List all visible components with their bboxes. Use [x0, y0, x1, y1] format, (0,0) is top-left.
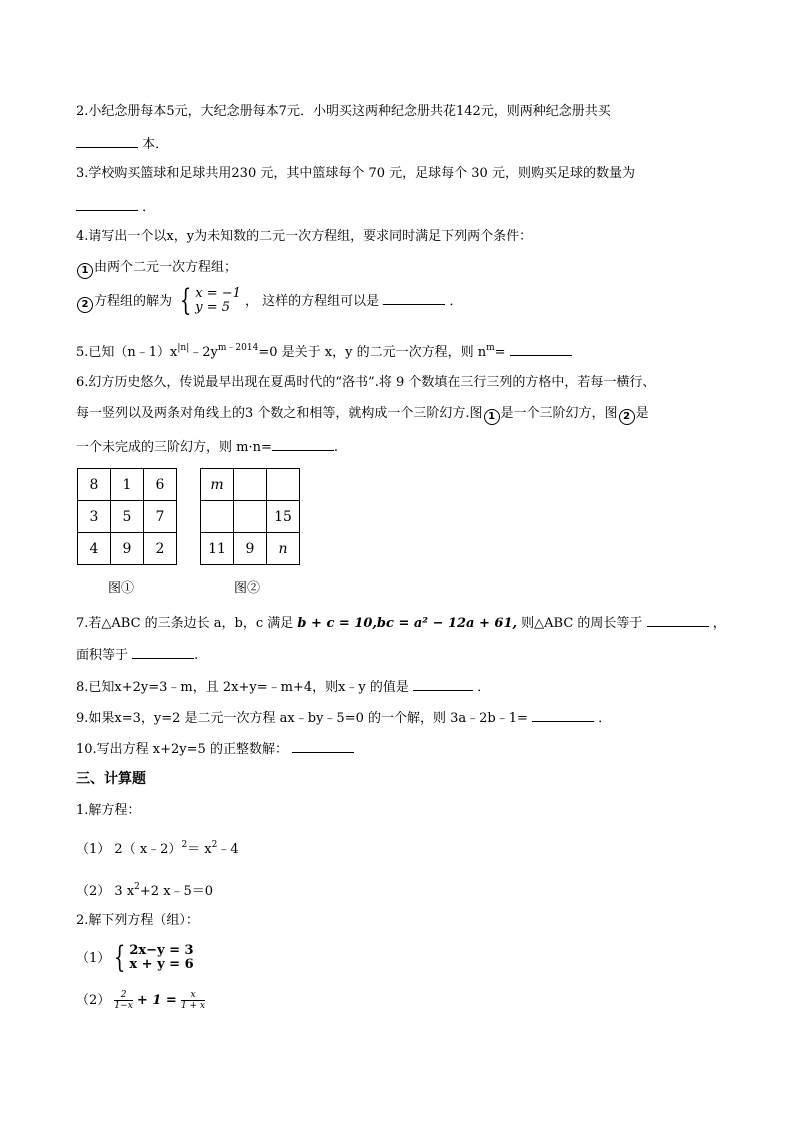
q2-line1: 2.小纪念册每本5元，大纪念册每本7元．小明买这两种纪念册共花142元，则两种纪念册共买	[76, 104, 611, 119]
circled-number: 1	[484, 409, 500, 425]
q5-line: 5.已知$(n﹣1)x^{|n|}﹣2y^{m﹣2014}=0$ 是关于 x，y 的二元一次方程，则 $n^m=$	[76, 339, 572, 362]
q10-line: 10.写出方程 x+2y=5 的正整数解：	[76, 739, 354, 759]
answer-blank[interactable]	[413, 677, 473, 691]
brace-icon: {	[114, 940, 126, 975]
grid-cell: 7	[144, 501, 177, 533]
c1-part2: （2） 3 $x^2+2$ x﹣5＝0	[76, 882, 214, 899]
magic-square-2	[200, 468, 300, 565]
q8-line: 8.已知x+2y=3﹣m，且 2x+y=﹣m+4，则x﹣y 的值是 ．	[76, 677, 490, 697]
circled-number: 2	[77, 297, 93, 313]
grid-cell: 3	[78, 501, 111, 533]
answer-blank[interactable]	[272, 437, 334, 451]
answer-blank[interactable]	[647, 613, 709, 627]
grid-cell: 9	[111, 533, 144, 565]
grid-cell	[234, 469, 267, 501]
c2-part2: （2） $\frac{2}{1-x}$ + 1 = $\frac{x}{1 + x}$	[76, 990, 206, 1011]
grid-cell: 1	[111, 469, 144, 501]
grid-cell: n	[267, 533, 300, 565]
grid-cell: 11	[201, 533, 234, 565]
q7-formula: b + c = 10,bc = a² − 12a + 61,	[297, 616, 518, 631]
answer-blank[interactable]	[76, 134, 138, 148]
equation-system: { 2x−y = 3 x + y = 6	[114, 940, 194, 975]
answer-blank[interactable]	[292, 739, 354, 753]
q9-line: 9.如果x=3，y=2 是二元一次方程 ax﹣by﹣5=0 的一个解，则 3a﹣2b﹣1= ．	[76, 708, 611, 728]
magic-square-1	[77, 468, 177, 565]
q4-line1: 4.请写出一个以x，y为未知数的二元一次方程组，要求同时满足下列两个条件：	[76, 229, 533, 244]
grid-cell: 2	[144, 533, 177, 565]
fraction: $\frac{x}{1 + x}$	[180, 990, 206, 1011]
c2-title: 2.解下列方程（组）：	[76, 913, 199, 928]
answer-blank[interactable]	[76, 197, 138, 211]
grid-cell: 5	[111, 501, 144, 533]
answer-blank[interactable]	[132, 645, 194, 659]
c2-part1: （1） { 2x−y = 3 x + y = 6	[76, 940, 194, 975]
answer-blank[interactable]	[383, 291, 445, 305]
grid-cell	[267, 469, 300, 501]
c1-title: 1.解方程：	[76, 803, 141, 818]
q6-line2: 每一竖列以及两条对角线上的3 个数之和相等，就构成一个三阶幻方.图 1 是一个三阶幻方，图 2 是	[76, 405, 649, 425]
fraction: $\frac{2}{1-x}$	[114, 990, 133, 1011]
q3-line1: 3.学校购买篮球和足球共用230 元，其中篮球每个 70 元，足球每个 30 元，则购买足球的数量为	[76, 166, 635, 181]
q2-line2: 本．	[76, 134, 168, 154]
answer-blank[interactable]	[510, 342, 572, 356]
q3-line2: ．	[76, 197, 155, 217]
figure-caption-2: 图②	[234, 581, 261, 596]
q6-line1: 6.幻方历史悠久，传说最早出现在夏禹时代的“洛书”.将 9 个数填在三行三列的方格中，若每一横行、	[76, 375, 656, 390]
grid-cell	[234, 501, 267, 533]
answer-blank[interactable]	[532, 708, 594, 722]
solution-system: { x = −1 y = 5	[179, 283, 241, 318]
circled-number: 1	[77, 263, 93, 279]
q7-line2: 面积等于 .	[76, 645, 198, 665]
grid-cell: 15	[267, 501, 300, 533]
brace-icon: {	[179, 283, 192, 318]
figure-caption-1: 图①	[108, 581, 135, 596]
c1-part1: （1） 2（ x﹣2）$^2$＝ $x^2﹣4$	[76, 840, 239, 857]
grid-cell: 9	[234, 533, 267, 565]
q6-line3: 一个未完成的三阶幻方，则 m·n= .	[76, 437, 338, 457]
grid-cell: 6	[144, 469, 177, 501]
grid-cell: m	[201, 469, 234, 501]
circled-number: 2	[619, 409, 635, 425]
q4-cond1: 1 由两个二元一次方程组；	[76, 259, 237, 279]
grid-cell: 8	[78, 469, 111, 501]
section-heading: 三、计算题	[76, 771, 146, 787]
q4-cond2: 2 方程组的解为 { x = −1 y = 5 ， 这样的方程组可以是 ．	[76, 286, 462, 317]
grid-cell: 4	[78, 533, 111, 565]
q7-line1: 7.若△ABC 的三条边长 a，b，c 满足 b + c = 10,bc = a² − 12a + 61, 则△ABC 的周长等于 ，	[76, 613, 726, 633]
grid-cell	[201, 501, 234, 533]
